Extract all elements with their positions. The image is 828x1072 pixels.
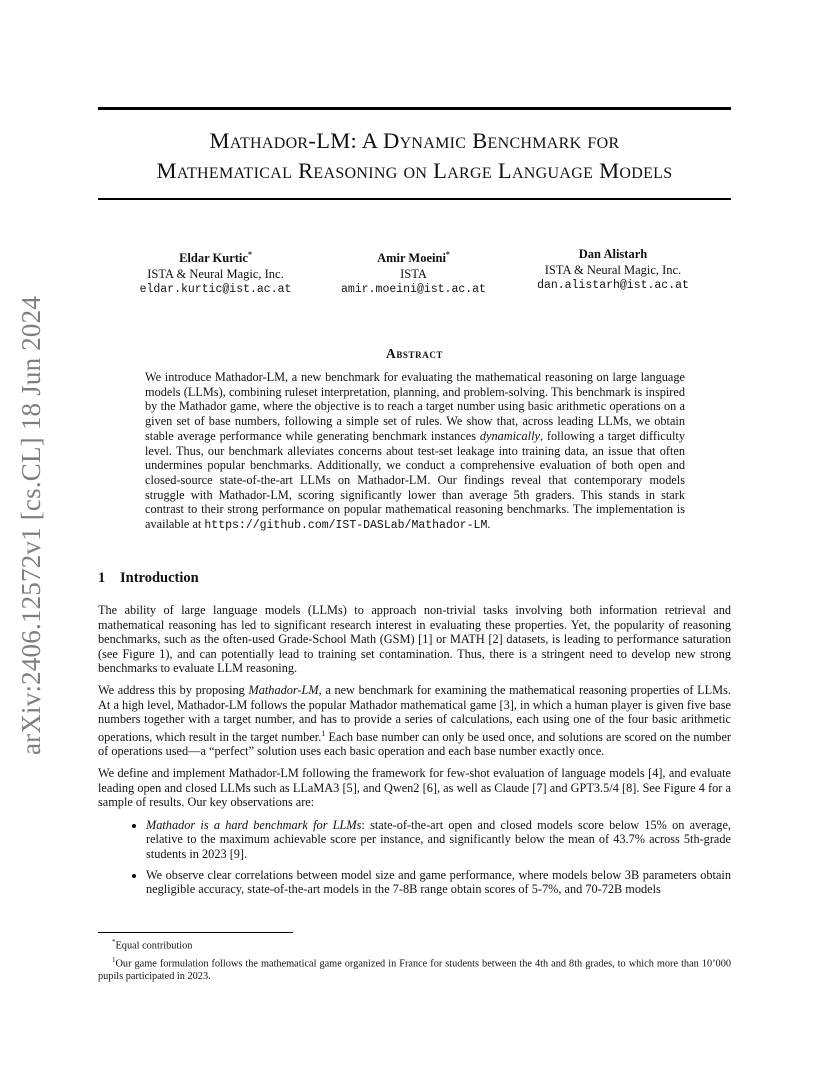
arxiv-identifier-stamp: arXiv:2406.12572v1 [cs.CL] 18 Jun 2024 [16, 295, 47, 755]
title-rule-bottom [98, 198, 731, 200]
author-3-email: dan.alistarh@ist.ac.at [537, 279, 689, 292]
title-rule-top [98, 107, 731, 110]
author-2-email: amir.moeini@ist.ac.at [341, 283, 486, 297]
paper-title [98, 126, 731, 186]
key-observations-list [98, 818, 731, 897]
title-line-2: Mathematical Reasoning on Large Language Models [156, 158, 673, 183]
author-1-email: eldar.kurtic@ist.ac.at [139, 283, 292, 297]
author-3: Dan Alistarh ISTA & Neural Magic, Inc. dan.alistarh@ist.ac.at [508, 247, 718, 294]
footnotes [98, 936, 731, 984]
abstract-heading: Abstract [385, 346, 444, 361]
footnote-divider [98, 932, 293, 933]
repository-url: https://github.com/IST-DASLab/Mathador-LM [204, 519, 488, 533]
paragraph: We define and implement Mathador-LM following the framework for few-shot evaluation of language models [4], and evaluate leading open and closed LLMs such as LLaMA3 [5], and Qwen2 [6], as well as Claude [7] and GPT3.5/4 [8]. See Figure 4 for a sample of results. Our key observations are: [98, 766, 731, 810]
footnote: $^1$Our game formulation follows the mathematical game organized in France for students between the 4th and 8th grades, to which more than 10’000 pupils participated in 2023. [98, 955, 731, 982]
list-item: • We observe clear correlations between model size and game performance, where models below 3B parameters obtain negligible accuracy, state-of-the-art models in the 7-8B range obtain scores of 5-7%, and 70-72B models [146, 868, 731, 897]
paragraph: The ability of large language models (LLMs) to approach non-trivial tasks involving both information retrieval and mathematical reasoning has led to significant research interest in evaluating these properties. Yet, the popularity of reasoning benchmarks, such as the often-used Grade-School Math (GSM) [1] or MATH [2] datasets, is leading to performance saturation (see Figure 1), and can potentially lead to training set contamination. Thus, there is a stringent need to develop new strong benchmarks to evaluate LLM reasoning. [98, 603, 731, 676]
introduction-body [98, 603, 731, 903]
author-2: Amir Moeini* ISTA amir.moeini@ist.ac.at [311, 247, 516, 298]
title-line-1: Mathador-LM: A Dynamic Benchmark for [209, 128, 620, 153]
list-item: • Mathador is a hard benchmark for LLMs: state-of-the-art open and closed models score below 15% on average, relative to the maximum achievable score per instance, and significantly below the mean of 43.7% across 5th-grade students in 2023 [9]. [146, 818, 731, 862]
paragraph: We address this by proposing Mathador-LM, a new benchmark for examining the mathematical reasoning properties of LLMs. At a high level, Mathador-LM follows the popular Mathador mathematical game [3], in which a human player is given five base numbers together with a target number, and has to provide a series of calculations, each using one of the four basic arithmetic operations, which result in the target number.$^1$ Each base number can only be used once, and solutions are scored on the number of operations used—a “perfect” solution uses each basic operation and each base number exactly once. [98, 682, 731, 759]
footnote-marker: 1 [321, 728, 326, 738]
author-1: Eldar Kurtic* ISTA & Neural Magic, Inc. eldar.kurtic@ist.ac.at [98, 247, 333, 298]
footnote: *Equal contribution [112, 938, 193, 952]
section-heading-introduction: 1 Introduction [98, 570, 199, 586]
abstract-body: We introduce Mathador-LM, a new benchmark for evaluating the mathematical reasoning on large language models (LLMs), combining ruleset interpretation, planning, and problem-solving. This benchmark is inspired by the Mathador game, where the objective is to reach a target number using basic arithmetic operations on a given set of base numbers, following a simple set of rules. We show that, across leading LLMs, we obtain stable average performance while generating benchmark instances dynamically, following a target difficulty level. Thus, our benchmark alleviates concerns about test-set leakage into training data, an issue that often undermines popular benchmarks. Additionally, we conduct a comprehensive evaluation of both open and closed-source state-of-the-art LLMs on Mathador-LM. Our findings reveal that contemporary models struggle with Mathador-LM, scoring significantly lower than average 5th graders. This stands in stark contrast to their strong performance on popular mathematical reasoning benchmarks. The implementation is available at https://github.com/IST-DASLab/Mathador-LM. [145, 370, 685, 533]
